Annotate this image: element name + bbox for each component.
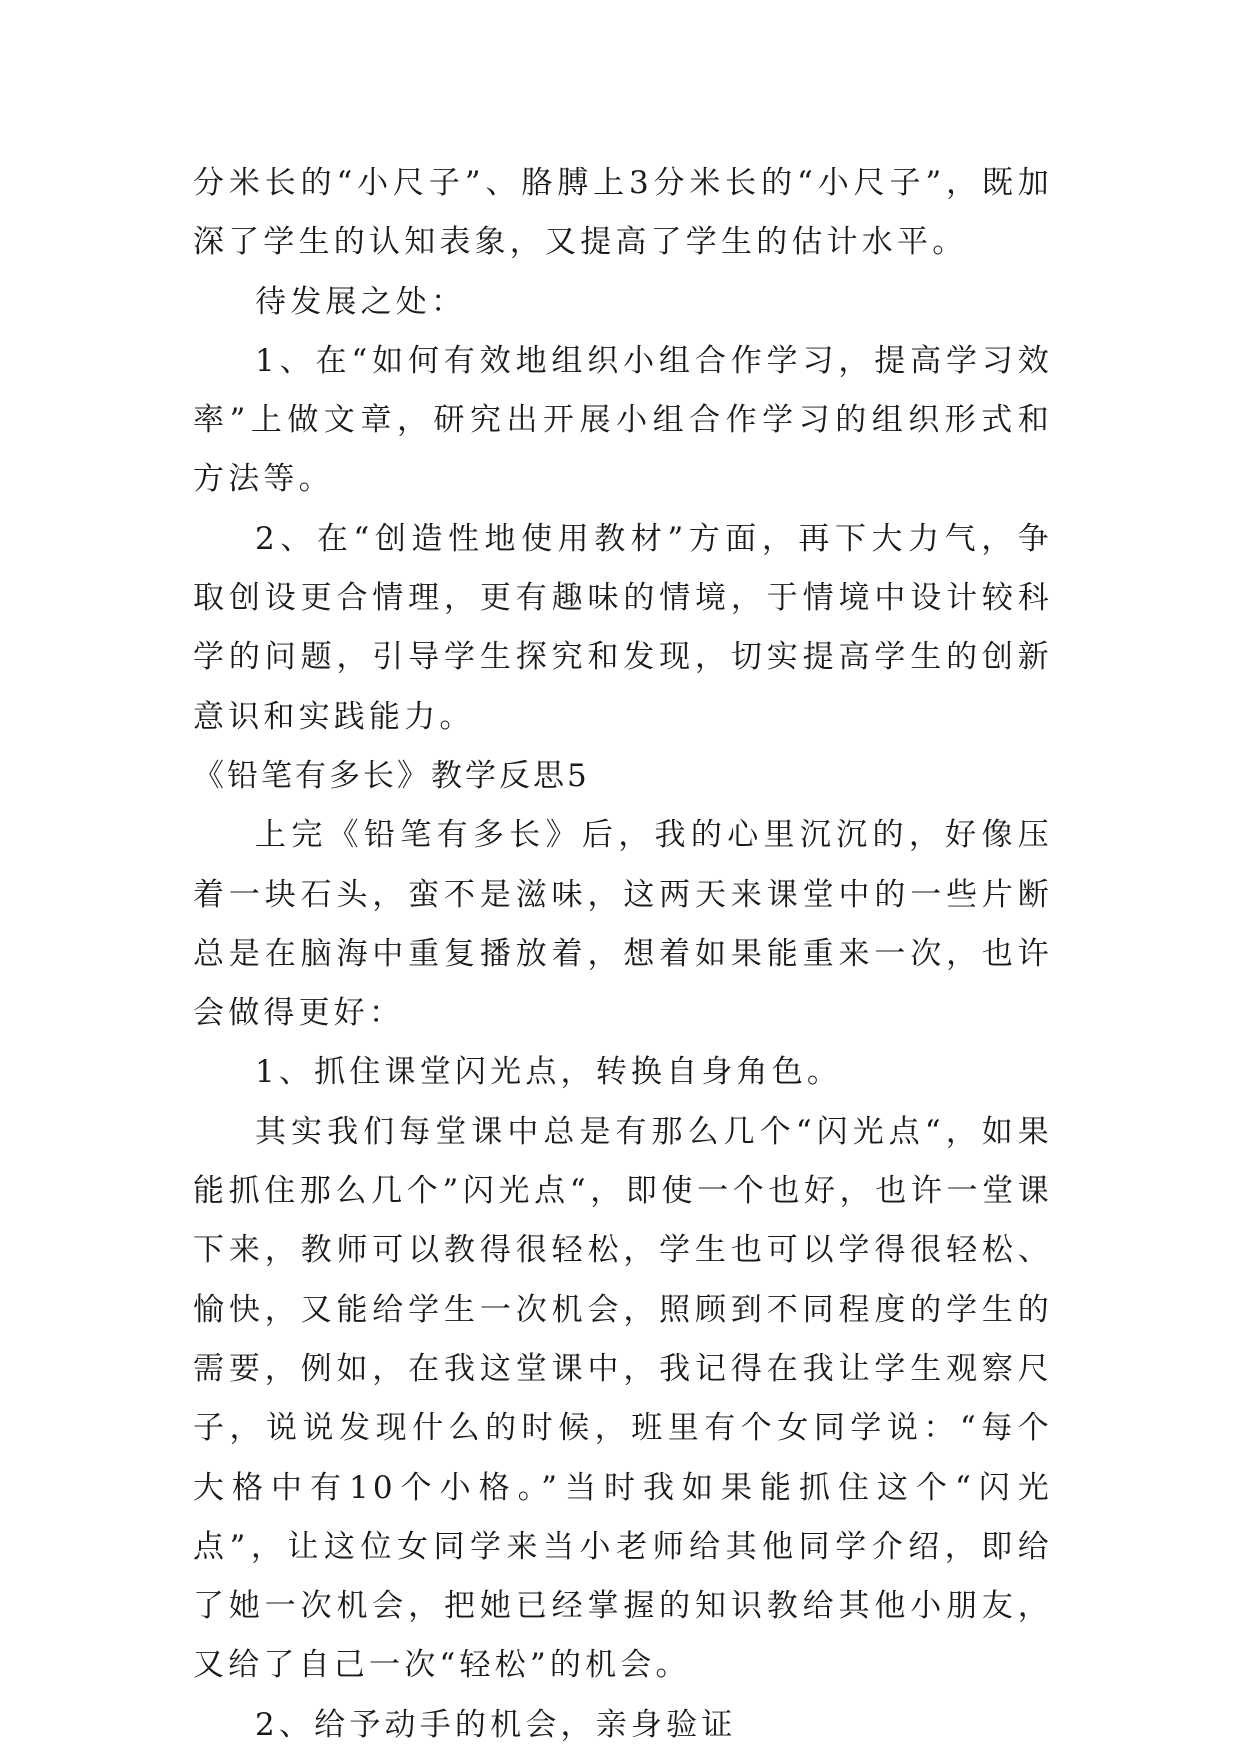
paragraph-section-label: 待发展之处： bbox=[255, 283, 467, 320]
paragraph-intro: 上完《铅笔有多长》后，我的心里沉沉的，好像压着一块石头，蛮不是滋味，这两天来课堂中的一些片断总是在脑海中重复播放着，想着如果能重来一次，也许会做得更好： bbox=[193, 817, 1053, 1032]
document-body bbox=[193, 154, 1053, 1755]
paragraph-continuation: 分米长的“小尺子”、胳膊上3分米长的“小尺子”，既加深了学生的认知表象，又提高了学生的估计水平。 bbox=[193, 165, 1053, 261]
paragraph-point-1: 1、抓住课堂闪光点，转换自身角色。 bbox=[255, 1054, 843, 1091]
paragraph-item-2: 2、在“创造性地使用教材”方面，再下大力气，争取创设更合情理，更有趣味的情境，于情境中设计较科学的问题，引导学生探究和发现，切实提高学生的创新意识和实践能力。 bbox=[193, 520, 1053, 735]
section-heading: 《铅笔有多长》教学反思5 bbox=[193, 757, 590, 794]
paragraph-point-1-body: 其实我们每堂课中总是有那么几个“闪光点“，如果能抓住那么几个”闪光点“，即使一个也好，也许一堂课下来，教师可以教得很轻松，学生也可以学得很轻松、愉快，又能给学生一次机会，照顾到不同程度的学生的需要，例如，在我这堂课中，我记得在我让学生观察尺子，说说发现什么的时候，班里有个女同学说：“每个大格中有10个小格。”当时我如果能抓住这个“闪光点”，让这位女同学来当小老师给其他同学介绍，即给了她一次机会，把她已经掌握的知识教给其他小朋友，又给了自己一次“轻松”的机会。 bbox=[193, 1113, 1053, 1684]
paragraph-item-1: 1、在“如何有效地组织小组合作学习，提高学习效率”上做文章，研究出开展小组合作学习的组织形式和方法等。 bbox=[193, 342, 1053, 498]
paragraph-point-2: 2、给予动手的机会，亲身验证 bbox=[255, 1706, 737, 1743]
